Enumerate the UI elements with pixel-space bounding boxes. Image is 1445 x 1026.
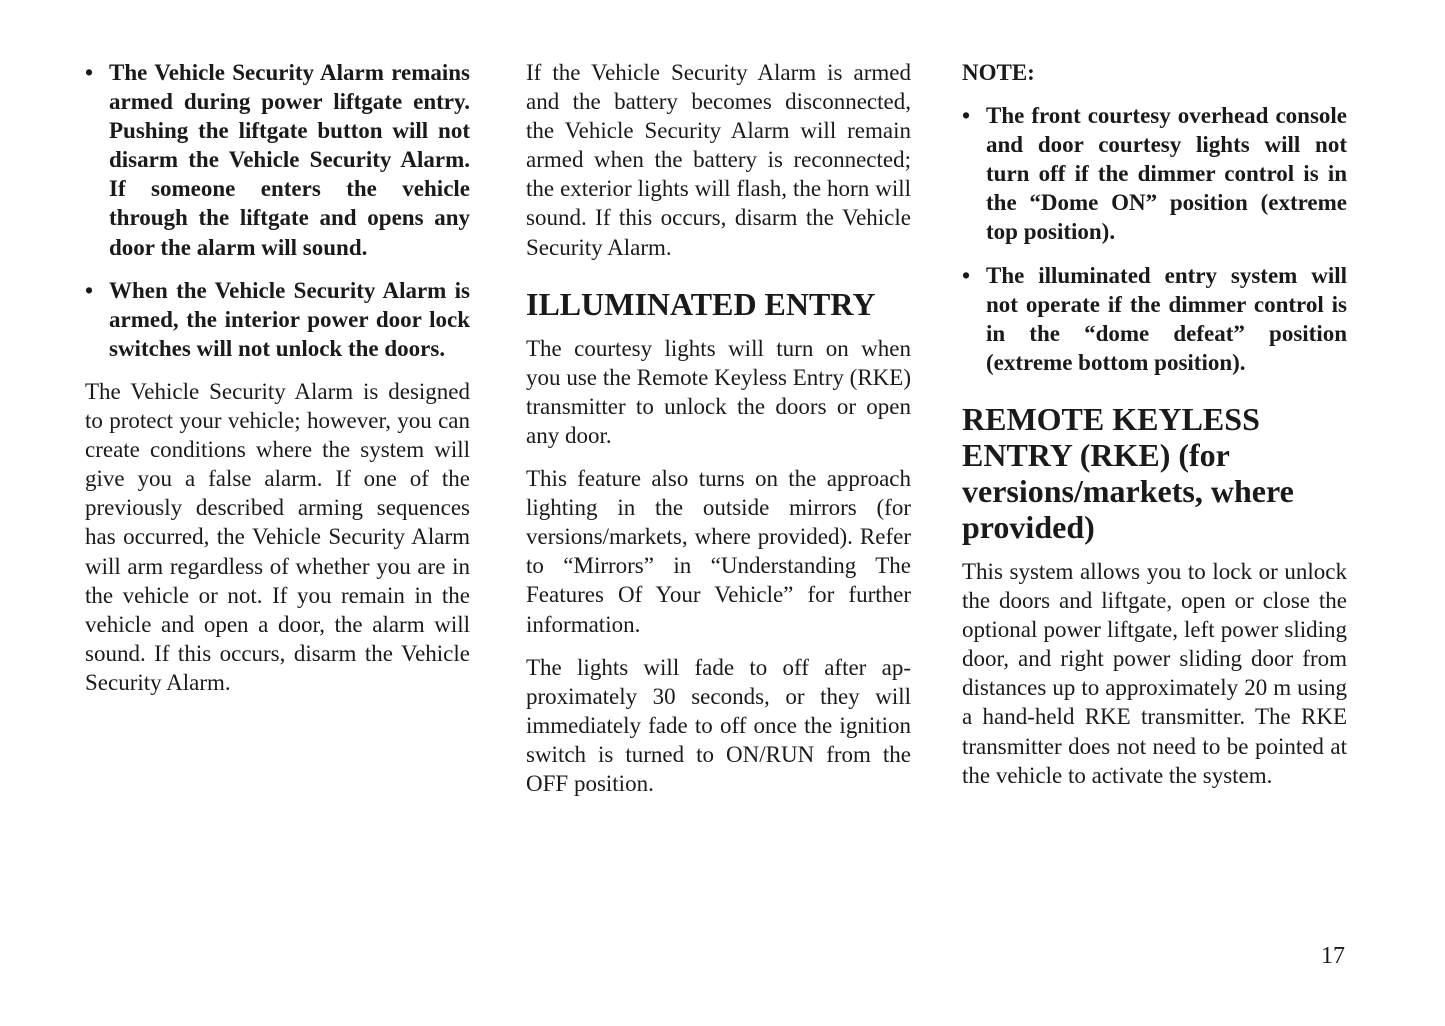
battery-disconnect-paragraph: If the Vehicle Security Alarm is armed and the battery becomes disconnected, the Vehicle Security Alarm will remain armed when the battery is reconnected; the exterior lights will flash, the horn will sound. If this occurs, disarm the Vehicle Security Alarm. bbox=[526, 60, 911, 260]
middle-column bbox=[526, 58, 911, 812]
bullet-item-dome-on bbox=[962, 101, 1347, 246]
bullet-text: The illuminated entry system will not operate if the dimmer control is in the “dome defeat” position (extreme bottom position). bbox=[986, 262, 1347, 375]
bullet-glyph: • bbox=[85, 60, 94, 85]
approach-lighting-paragraph: This feature also turns on the approach lighting in the outside mirrors (for versions/markets, where provided). Refer to “Mirrors” in “Understanding The Features Of Your Vehicle” for further information. bbox=[526, 466, 911, 637]
bullet-glyph: • bbox=[962, 103, 971, 129]
alarm-bullet-list bbox=[85, 58, 470, 363]
lights-fade-paragraph: The lights will fade to off after approximately 30 seconds, or they will immediately fade to off once the ignition switch is turned to ON/RUN from the OFF position. bbox=[526, 654, 911, 796]
bullet-text: The Vehicle Security Alarm remains armed during power liftgate entry. Pushing the liftgate button will not disarm the Vehicle Security Alarm. If someone enters the vehicle through the liftgate and opens any door the alarm will sound. bbox=[109, 60, 470, 260]
rke-heading: REMOTE KEYLESS ENTRY (RKE) (for versions/markets, where provided) bbox=[962, 400, 1294, 545]
bullet-item-liftgate-entry bbox=[85, 58, 470, 262]
false-alarm-paragraph: The Vehicle Security Alarm is designed to protect your vehicle; however, you can create conditions where the system will give you a false alarm. If one of the previously described arming sequences has occurred, the Vehicle Security Alarm will arm regardless of whether you are in the vehicle or not. If you remain in the vehicle and open a door, the alarm will sound. If this occurs, disarm the Vehicle Security Alarm. bbox=[85, 378, 470, 695]
bullet-glyph: • bbox=[85, 277, 94, 303]
left-column bbox=[85, 58, 470, 711]
bullet-glyph: • bbox=[962, 262, 971, 288]
bullet-text: The front courtesy overhead console and door courtesy lights will not turn off if the dimmer control is in the “Dome ON” position (extreme top position). bbox=[986, 103, 1347, 245]
bullet-item-dome-defeat bbox=[962, 261, 1347, 377]
note-bullet-list bbox=[962, 101, 1347, 377]
bullet-text: When the Vehicle Security Alarm is armed, the interior power door lock switches will not unlock the doors. bbox=[109, 277, 470, 361]
rke-description-paragraph: This system allows you to lock or unlock the doors and liftgate, open or close the optional power liftgate, left power sliding door, and right power sliding door from distances up to approximately 20 m using a hand-held RKE transmitter. The RKE transmitter does not need to be pointed at the vehicle to activate the system. bbox=[962, 558, 1347, 788]
courtesy-lights-paragraph: The courtesy lights will turn on when you use the Remote Keyless Entry (RKE) transmitter to unlock the doors or open any door. bbox=[526, 335, 911, 448]
note-label: NOTE: bbox=[962, 60, 1035, 85]
bullet-item-door-lock-switches bbox=[85, 276, 470, 363]
right-column bbox=[962, 58, 1347, 804]
page-number: 17 bbox=[1321, 943, 1345, 969]
illuminated-entry-heading: ILLUMINATED ENTRY bbox=[526, 285, 876, 322]
